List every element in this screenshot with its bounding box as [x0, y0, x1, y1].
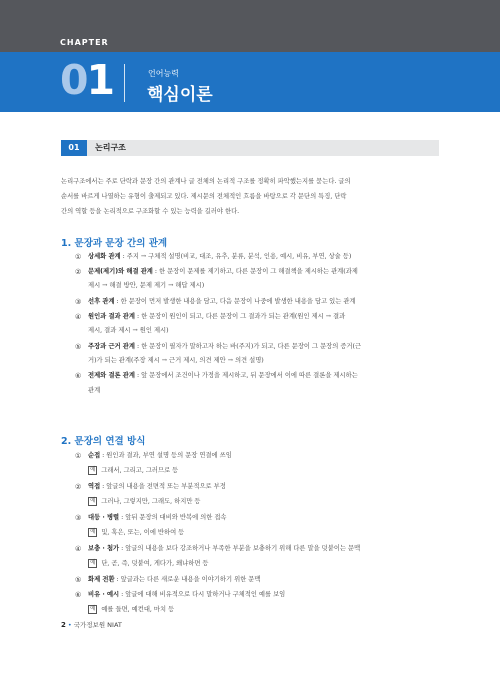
- list-item: [88, 575, 260, 585]
- example-label: 예: [90, 467, 96, 473]
- description: : 한 문장이 필자가 말하고자 하는 바(주지)가 되고, 다른 문장이 그 문장의 증거(근: [134, 343, 362, 350]
- list-number: ④: [75, 545, 82, 553]
- description: : 원인과 결과, 부연 설명 등의 문장 연결에 쓰임: [100, 452, 232, 459]
- intro-line: 간의 역할 등을 논리적으로 구조화할 수 있는 능력을 길러야 한다.: [61, 208, 240, 215]
- list-number: ②: [75, 268, 82, 276]
- part1-heading-number: 1.: [61, 238, 72, 249]
- part1-heading: [61, 235, 167, 249]
- page-footer: [61, 620, 122, 629]
- chapter-title: 핵심이론: [147, 85, 213, 105]
- term: 원인과 결과 관계: [88, 313, 135, 320]
- example-line: [88, 466, 178, 476]
- description: : 앞글의 내용을 전면적 또는 부분적으로 부정: [100, 483, 226, 490]
- term: 선후 관계: [88, 298, 115, 305]
- example-label: 예: [90, 606, 96, 612]
- example-label: 예: [90, 498, 96, 504]
- list-item: [88, 590, 285, 600]
- chapter-number-second-digit: 1: [86, 56, 114, 104]
- term: 보충 · 첨가: [88, 545, 120, 552]
- example-text: 예를 들면, 예컨대, 마치 등: [101, 606, 175, 613]
- description: : 한 문장이 문제를 제기하고, 다른 문장이 그 해결책을 제시하는 관계(과제: [152, 268, 358, 275]
- term: 대등 · 병렬: [88, 514, 120, 521]
- list-item: [88, 544, 360, 554]
- term: 문제(제기)와 해결 관계: [88, 268, 153, 275]
- example-text: 및, 혹은, 또는, 이에 반하여 등: [101, 529, 185, 536]
- description-continued: 제시 → 해결 방안, 문제 제기 → 해답 제시): [88, 282, 205, 289]
- part2-heading-text: 문장의 연결 방식: [74, 436, 146, 447]
- chapter-number-first-digit: 0: [60, 56, 87, 104]
- list-item: [88, 371, 358, 381]
- section-number: 01: [61, 140, 87, 156]
- list-item: [88, 252, 351, 262]
- description-continued: 관계: [88, 387, 101, 394]
- list-item: [88, 342, 361, 352]
- chapter-label: CHAPTER: [60, 38, 109, 47]
- list-item: [88, 297, 356, 307]
- term: 화제 전환: [88, 576, 115, 583]
- part2-heading: [61, 433, 145, 447]
- example-text: 단, 곧, 즉, 덧붙여, 게다가, 왜냐하면 등: [101, 560, 209, 567]
- description-continued: 거)가 되는 관계(주장 제시 → 근거 제시, 의견 제안 → 의견 설명): [88, 357, 264, 364]
- list-number: ④: [75, 313, 82, 321]
- part1-heading-text: 문장과 문장 간의 관계: [74, 238, 168, 249]
- description: : 앞글의 내용을 보다 강조하거나 부족한 부분을 보충하기 위해 다른 말을 덧붙이는 문맥: [119, 545, 361, 552]
- list-item: [88, 513, 226, 523]
- intro-paragraph: [61, 174, 441, 219]
- example-text: 그래서, 그리고, 그러므로 등: [101, 467, 179, 474]
- part2-heading-number: 2.: [61, 436, 72, 447]
- example-label: 예: [90, 529, 96, 535]
- term: 상세화 관계: [88, 253, 121, 260]
- list-number: ①: [75, 452, 82, 460]
- book-title: 국가정보원 NIAT: [73, 621, 122, 629]
- chapter-number: [60, 56, 114, 104]
- description: : 앞글에 대해 비유적으로 다시 말하거나 구체적인 예를 보임: [119, 591, 286, 598]
- footer-separator: •: [67, 621, 72, 629]
- term: 순접: [88, 452, 101, 459]
- list-item: [88, 312, 345, 322]
- list-number: ①: [75, 253, 82, 261]
- list-number: ⑥: [75, 591, 82, 599]
- description: : 주지 → 구체적 설명(비교, 대조, 유추, 분류, 분석, 인용, 예시, 비유, 부연, 상술 등): [120, 253, 352, 260]
- example-label: 예: [90, 560, 96, 566]
- description: : 앞뒤 문장의 대비와 반복에 의한 접속: [119, 514, 227, 521]
- section-title: 논리구조: [95, 143, 126, 152]
- description-continued: 제시, 결과 제시 → 원인 제시): [88, 327, 169, 334]
- list-number: ③: [75, 298, 82, 306]
- term: 전제와 결론 관계: [88, 372, 135, 379]
- intro-line: 순서를 바르게 나열하는 유형이 출제되고 있다. 제시문의 전체적인 흐름을 바탕으로 각 문단의 특징, 단락: [61, 193, 347, 200]
- header-divider: [124, 64, 125, 102]
- chapter-subtitle: 언어능력: [148, 69, 179, 78]
- intro-line: 논리구조에서는 주로 단락과 문장 간의 관계나 글 전체의 논리적 구조를 정확히 파악했는지를 묻는다. 글의: [61, 178, 351, 185]
- example-line: [88, 559, 209, 569]
- description: : 한 문장이 원인이 되고, 다른 문장이 그 결과가 되는 관계(원인 제시 → 결과: [134, 313, 346, 320]
- list-item: [88, 267, 358, 277]
- term: 주장과 근거 관계: [88, 343, 135, 350]
- list-number: ⑥: [75, 372, 82, 380]
- example-line: [88, 605, 174, 615]
- list-number: ②: [75, 483, 82, 491]
- example-line: [88, 528, 184, 538]
- list-number: ⑤: [75, 343, 82, 351]
- example-text: 그러나, 그렇지만, 그래도, 하지만 등: [101, 498, 201, 505]
- term: 역접: [88, 483, 101, 490]
- list-item: [88, 451, 232, 461]
- page-number: 2: [61, 621, 66, 629]
- list-number: ③: [75, 514, 82, 522]
- list-number: ⑤: [75, 576, 82, 584]
- list-item: [88, 482, 226, 492]
- description: : 앞글과는 다른 새로운 내용을 이야기하기 위한 문맥: [114, 576, 261, 583]
- description: : 한 문장이 먼저 발생한 내용을 담고, 다음 문장이 나중에 발생한 내용을 담고 있는 관계: [114, 298, 356, 305]
- term: 비유 · 예시: [88, 591, 120, 598]
- description: : 앞 문장에서 조건이나 가정을 제시하고, 뒤 문장에서 이에 따른 결론을 제시하는: [134, 372, 358, 379]
- section-heading: [61, 140, 439, 156]
- example-line: [88, 497, 201, 507]
